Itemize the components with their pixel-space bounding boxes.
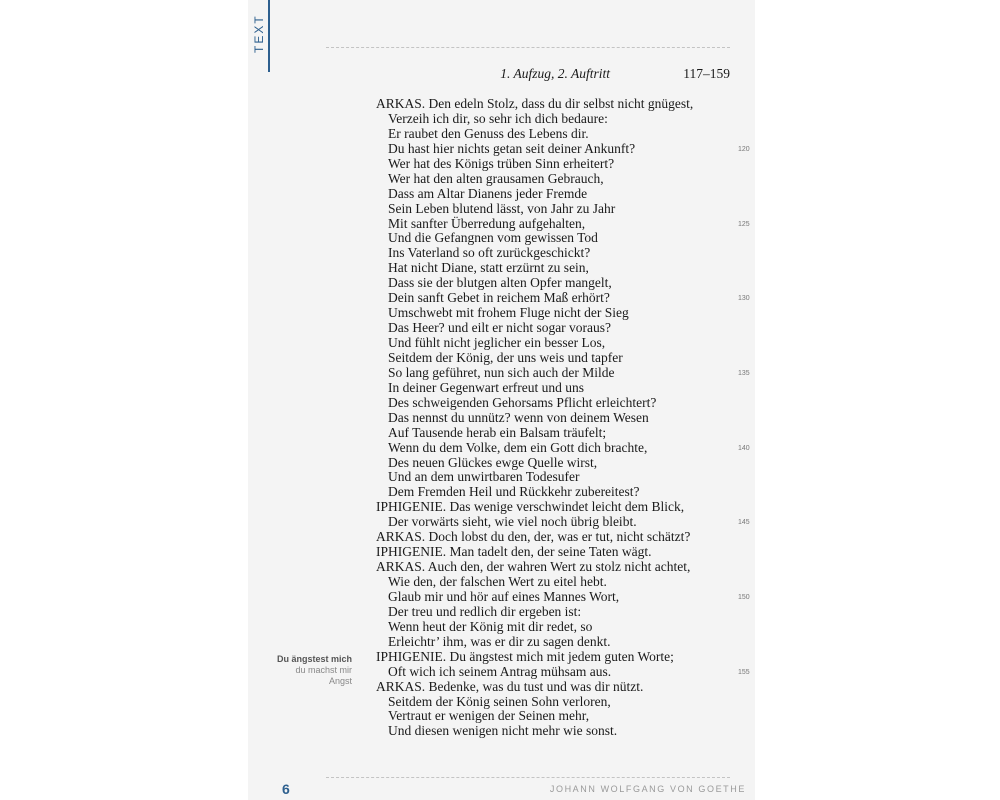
- gloss-definition: du machst mir: [295, 665, 352, 675]
- verse-line-text: Mit sanfter Überredung aufgehalten,: [388, 215, 586, 231]
- verse-line: [376, 635, 756, 650]
- verse-line: [376, 396, 756, 411]
- verse-line: [376, 157, 756, 172]
- verse-line: [376, 366, 756, 381]
- verse-line: [376, 306, 756, 321]
- verse-line-text: Der treu und redlich dir ergeben ist:: [388, 603, 582, 619]
- line-number: 120: [738, 145, 750, 153]
- verse-line-text: Hat nicht Diane, statt erzürnt zu sein,: [388, 260, 589, 276]
- verse-line-text: Das Heer? und eilt er nicht sogar voraus?: [388, 320, 612, 336]
- verse-line: [376, 112, 756, 127]
- verse-line: [376, 575, 756, 590]
- section-tab-label: TEXT: [252, 14, 266, 53]
- verse-line: [376, 500, 756, 515]
- footer-author: JOHANN WOLFGANG VON GOETHE: [549, 784, 746, 794]
- verse-line-text: Vertraut er wenigen der Seinen mehr,: [388, 708, 590, 724]
- verse-line: [376, 530, 756, 545]
- verse-line-text: Seitdem der König, der uns weis und tapfer: [388, 349, 623, 365]
- verse-line: [376, 351, 756, 366]
- page-number: 6: [282, 781, 290, 797]
- verse-line-text: ARKAS. Bedenke, was du tust und was dir nützt.: [376, 678, 644, 694]
- verse-line-text: So lang geführet, nun sich auch der Milde: [388, 364, 615, 380]
- verse-line: [376, 650, 756, 665]
- verse-line: [376, 202, 756, 217]
- verse-line: [376, 709, 756, 724]
- line-number: 150: [738, 593, 750, 601]
- verse-line-text: Auf Tausende herab ein Balsam träufelt;: [388, 424, 607, 440]
- line-number: 140: [738, 444, 750, 452]
- verse-line-text: Erleichtr’ ihm, was er dir zu sagen denkt.: [388, 633, 611, 649]
- running-head: [326, 66, 730, 84]
- verse-line: [376, 246, 756, 261]
- verse-line-text: Dem Fremden Heil und Rückkehr zubereitest?: [388, 484, 640, 500]
- verse-line-text: Des neuen Glückes ewge Quelle wirst,: [388, 454, 598, 470]
- verse-text: [376, 97, 756, 739]
- margin-gloss: [277, 654, 352, 687]
- verse-line-text: Verzeih ich dir, so sehr ich dich bedaure:: [388, 110, 608, 126]
- verse-line-text: Ins Vaterland so oft zurückgeschickt?: [388, 245, 591, 261]
- running-head-title: 1. Aufzug, 2. Auftritt: [500, 66, 610, 81]
- verse-line-text: Glaub mir und hör auf eines Mannes Wort,: [388, 588, 620, 604]
- verse-line: [376, 142, 756, 157]
- verse-line-text: Umschwebt mit frohem Fluge nicht der Sieg: [388, 305, 629, 321]
- verse-line: [376, 231, 756, 246]
- verse-line: [376, 605, 756, 620]
- verse-line: [376, 724, 756, 739]
- verse-line: [376, 470, 756, 485]
- verse-line: [376, 441, 756, 456]
- verse-line: [376, 321, 756, 336]
- line-number: 145: [738, 519, 750, 527]
- verse-line: [376, 187, 756, 202]
- verse-line-text: Oft wich ich seinem Antrag mühsam aus.: [388, 663, 612, 679]
- verse-line: [376, 411, 756, 426]
- running-head-line-range: 117–159: [683, 66, 730, 81]
- verse-line: [376, 276, 756, 291]
- verse-line: [376, 217, 756, 232]
- verse-line: [376, 680, 756, 695]
- verse-line: [376, 620, 756, 635]
- verse-line-text: Dass am Altar Dianens jeder Fremde: [388, 185, 588, 201]
- section-tab-rule: [268, 0, 270, 72]
- bottom-divider: [326, 777, 730, 778]
- verse-line-text: IPHIGENIE. Das wenige verschwindet leicht dem Blick,: [376, 499, 685, 515]
- verse-line: [376, 127, 756, 142]
- verse-line: [376, 426, 756, 441]
- verse-line-text: Der vorwärts sieht, wie viel noch übrig bleibt.: [388, 514, 637, 530]
- verse-line-text: In deiner Gegenwart erfreut und uns: [388, 379, 585, 395]
- verse-line-text: Er raubet den Genuss des Lebens dir.: [388, 125, 589, 141]
- verse-line-text: Und an dem unwirtbaren Todesufer: [388, 469, 580, 485]
- gloss-definition: Angst: [328, 676, 352, 686]
- line-number: 125: [738, 220, 750, 228]
- verse-line: [376, 172, 756, 187]
- verse-line: [376, 545, 756, 560]
- verse-line-text: Wenn heut der König mit dir redet, so: [388, 618, 593, 634]
- verse-line-text: IPHIGENIE. Man tadelt den, der seine Taten wägt.: [376, 544, 652, 560]
- verse-line-text: Dass sie der blutgen alten Opfer mangelt,: [388, 275, 612, 291]
- verse-line-text: Des schweigenden Gehorsams Pflicht erleichtert?: [388, 394, 657, 410]
- verse-line-text: Du hast hier nichts getan seit deiner Ankunft?: [388, 140, 636, 156]
- verse-line-text: Und fühlt nicht jeglicher ein besser Los,: [388, 335, 606, 350]
- verse-line-text: Wie den, der falschen Wert zu eitel hebt.: [388, 574, 607, 589]
- top-divider: [326, 47, 730, 48]
- verse-line-text: Dein sanft Gebet in reichem Maß erhört?: [388, 290, 610, 306]
- verse-line-text: ARKAS. Doch lobst du den, der, was er tut, nicht schätzt?: [376, 529, 691, 545]
- verse-line: [376, 291, 756, 306]
- verse-line-text: Wer hat den alten grausamen Gebrauch,: [388, 170, 604, 186]
- verse-line: [376, 665, 756, 680]
- verse-line-text: IPHIGENIE. Du ängstest mich mit jedem guten Worte;: [376, 648, 674, 664]
- verse-line: [376, 261, 756, 276]
- verse-line: [376, 560, 756, 575]
- verse-line: [376, 381, 756, 396]
- verse-line: [376, 515, 756, 530]
- verse-line-text: Und diesen wenigen nicht mehr wie sonst.: [388, 723, 618, 739]
- verse-line-text: Sein Leben blutend lässt, von Jahr zu Jahr: [388, 200, 616, 216]
- verse-line: [376, 485, 756, 500]
- verse-line-text: Seitdem der König seinen Sohn verloren,: [388, 693, 611, 709]
- verse-line: [376, 695, 756, 710]
- line-number: 155: [738, 668, 750, 676]
- verse-line-text: ARKAS. Auch den, der wahren Wert zu stolz nicht achtet,: [376, 559, 691, 575]
- verse-line-text: Wer hat des Königs trüben Sinn erheitert?: [388, 155, 615, 171]
- verse-line: [376, 336, 756, 351]
- gloss-term: Du ängstest mich: [276, 654, 352, 664]
- verse-line: [376, 456, 756, 471]
- verse-line-text: ARKAS. Den edeln Stolz, dass du dir selbst nicht gnügest,: [376, 96, 694, 111]
- verse-line: [376, 97, 756, 112]
- verse-line: [376, 590, 756, 605]
- verse-line-text: Wenn du dem Volke, dem ein Gott dich brachte,: [388, 439, 648, 455]
- line-number: 130: [738, 295, 750, 303]
- verse-line-text: Das nennst du unnütz? wenn von deinem Wesen: [388, 409, 649, 425]
- verse-line-text: Und die Gefangnen vom gewissen Tod: [388, 230, 598, 246]
- line-number: 135: [738, 369, 750, 377]
